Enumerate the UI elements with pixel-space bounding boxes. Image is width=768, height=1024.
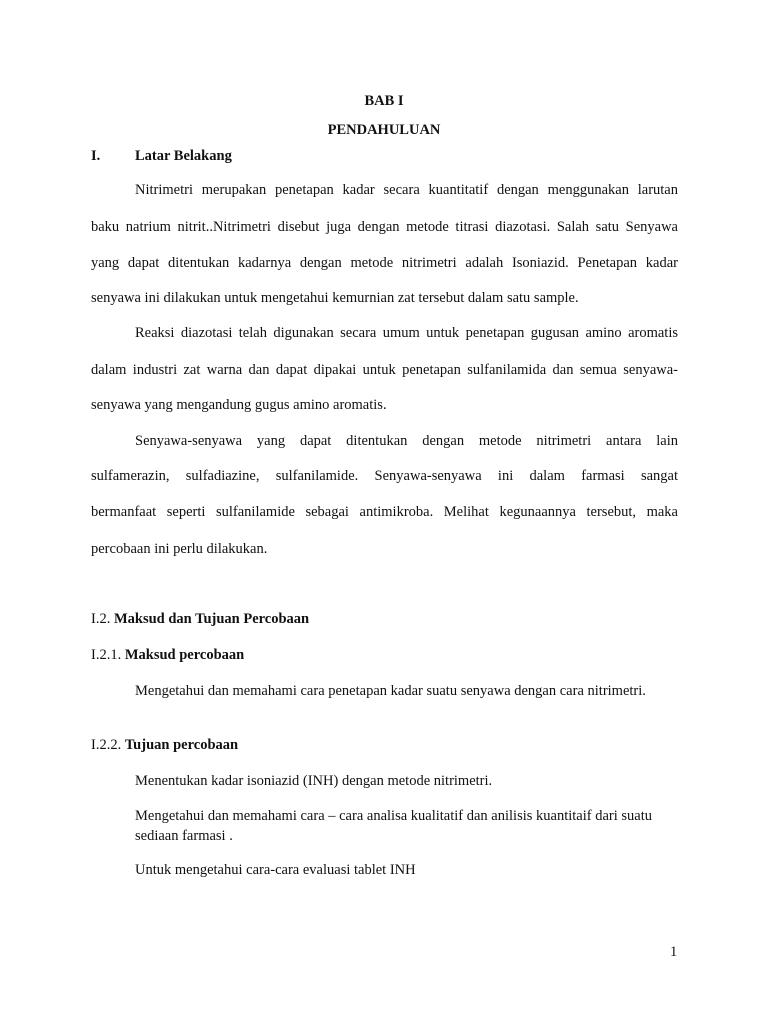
subsection-title: Maksud dan Tujuan Percobaan: [113, 611, 310, 627]
paragraph-line: Reaksi diazotasi telah digunakan secara umum untuk penetapan gugusan amino aromatis: [135, 325, 678, 341]
subsection-heading: [91, 610, 309, 628]
paragraph-line: senyawa ini dilakukan untuk mengetahui kemurnian zat tersebut dalam satu sample.: [91, 290, 579, 306]
subsection-title: Maksud percobaan: [124, 647, 245, 663]
subsection-number: I.2.: [91, 611, 111, 627]
paragraph-line: bermanfaat seperti sulfanilamide sebagai antimikroba. Melihat kegunaannya tersebut, maka: [91, 504, 678, 520]
paragraph-line: dalam industri zat warna dan dapat dipakai untuk penetapan sulfanilamida dan semua senyawa-: [91, 362, 678, 378]
paragraph-line: yang dapat ditentukan kadarnya dengan metode nitrimetri adalah Isoniazid. Penetapan kadar: [91, 255, 678, 271]
section-number: I.: [91, 148, 101, 164]
chapter-label: BAB I: [364, 93, 404, 109]
subsection-heading: [91, 736, 238, 754]
subsection-heading: [91, 646, 244, 664]
objective-item: Untuk mengetahui cara-cara evaluasi tablet INH: [135, 862, 416, 878]
paragraph-line: senyawa yang mengandung gugus amino aromatis.: [91, 397, 387, 413]
paragraph-line: Nitrimetri merupakan penetapan kadar secara kuantitatif dengan menggunakan larutan: [135, 182, 678, 198]
subsection-number: I.2.1.: [91, 647, 122, 663]
paragraph-line: sulfamerazin, sulfadiazine, sulfanilamide. Senyawa-senyawa ini dalam farmasi sangat: [91, 468, 678, 484]
subsection-title: Tujuan percobaan: [124, 737, 239, 753]
paragraph-line: Senyawa-senyawa yang dapat ditentukan dengan metode nitrimetri antara lain: [135, 433, 678, 449]
paragraph-line: percobaan ini perlu dilakukan.: [91, 541, 268, 557]
chapter-title: PENDAHULUAN: [327, 122, 441, 138]
subsection-text: Mengetahui dan memahami cara penetapan kadar suatu senyawa dengan cara nitrimetri.: [135, 683, 646, 699]
paragraph-line: baku natrium nitrit..Nitrimetri disebut juga dengan metode titrasi diazotasi. Salah satu Senyawa: [91, 219, 678, 235]
objective-item: Mengetahui dan memahami cara – cara analisa kualitatif dan anilisis kuantitaif dari suatu sediaan farmasi .: [135, 808, 652, 844]
subsection-number: I.2.2.: [91, 737, 122, 753]
section-title: Latar Belakang: [135, 148, 232, 164]
objective-item: Menentukan kadar isoniazid (INH) dengan metode nitrimetri.: [135, 773, 493, 789]
page-number: 1: [670, 944, 678, 960]
